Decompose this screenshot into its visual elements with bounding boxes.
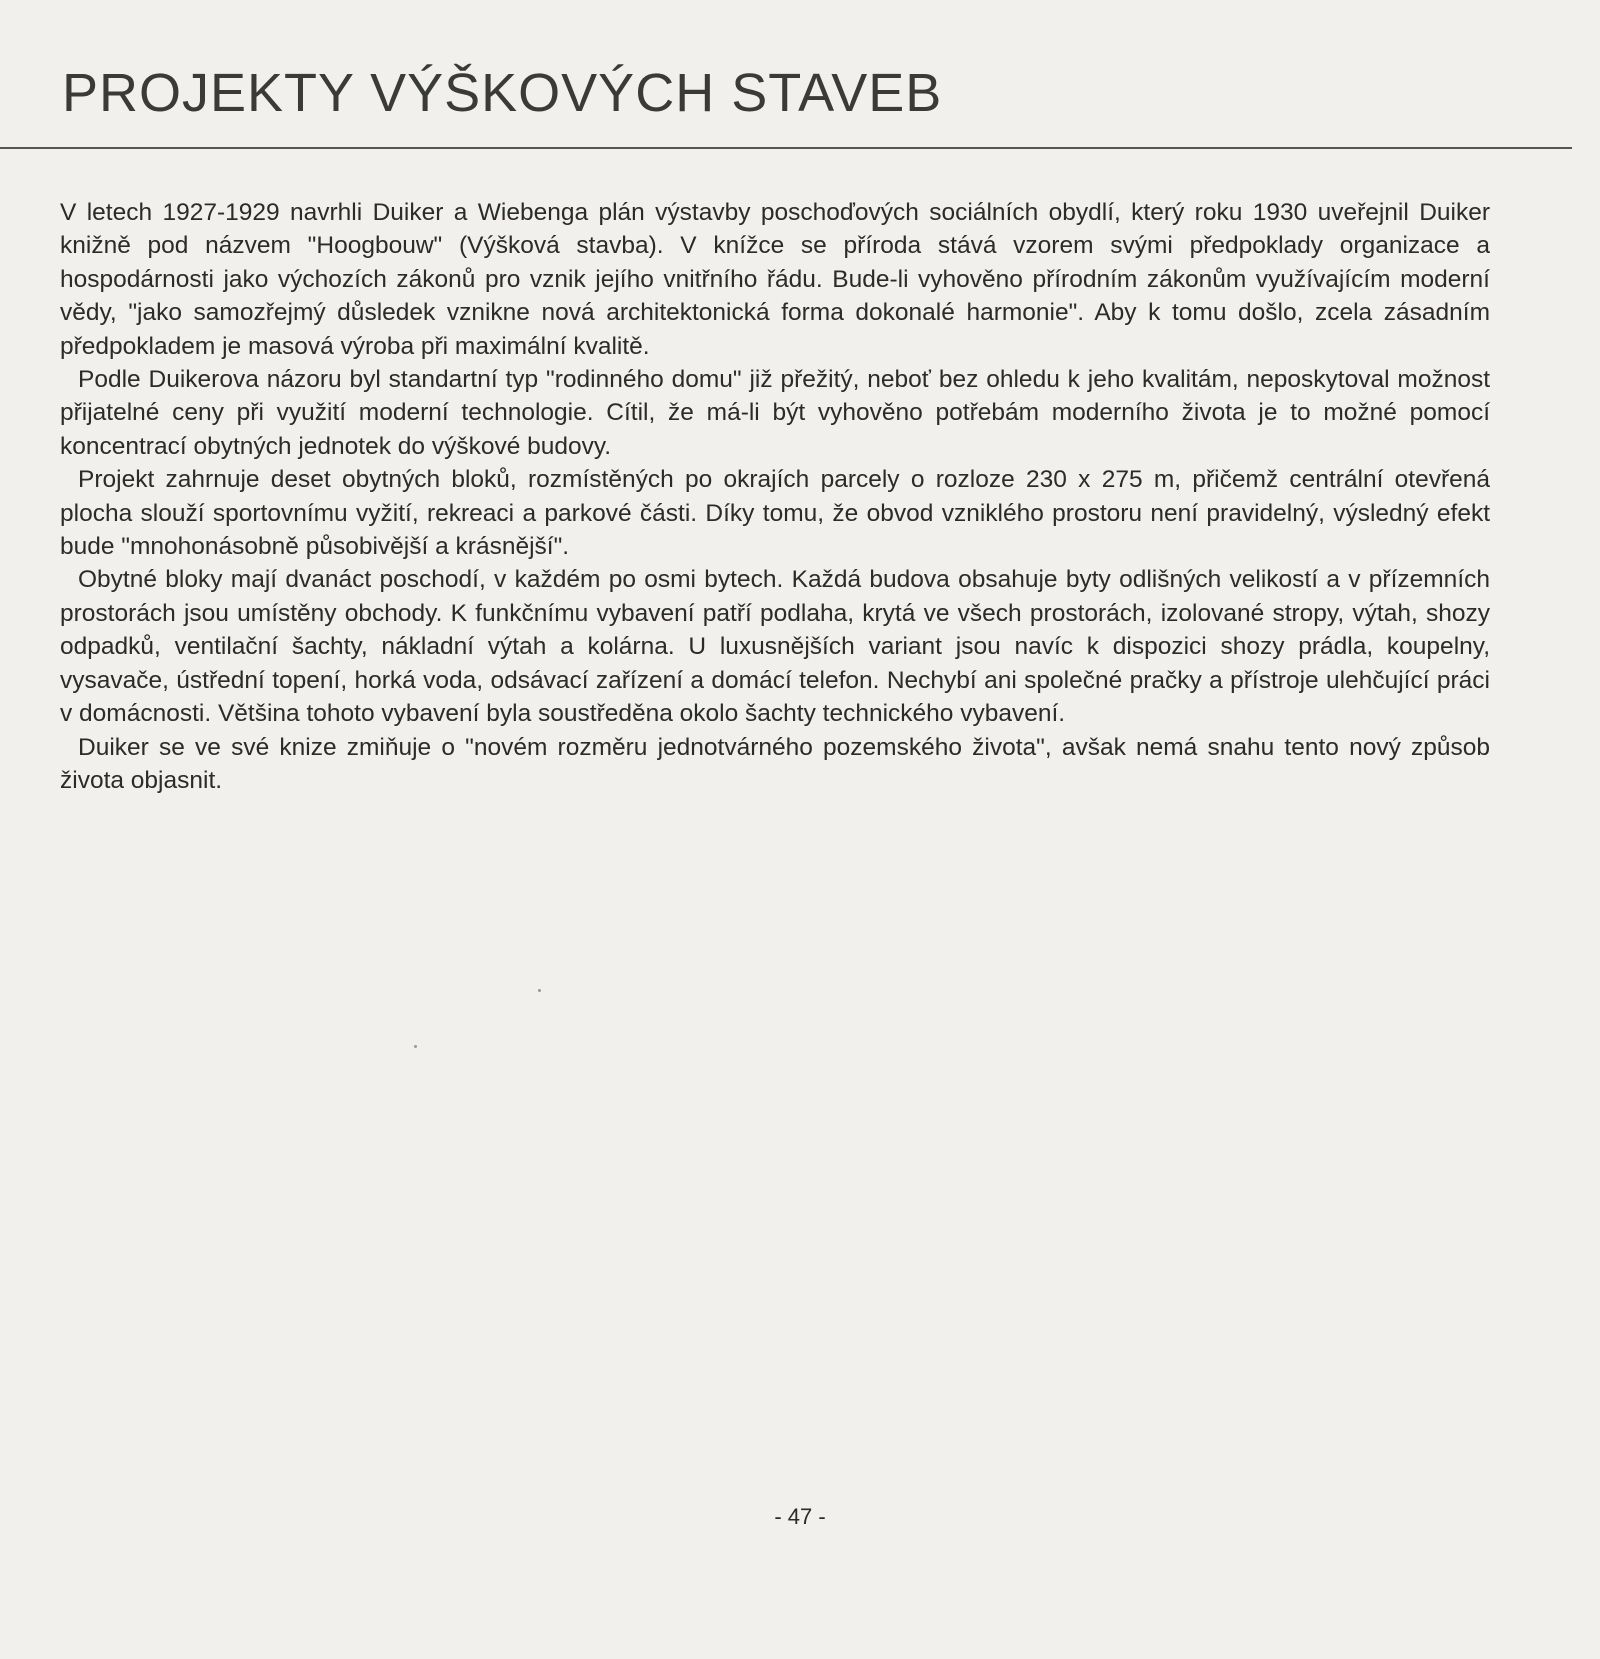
- paper-speck: [414, 1045, 417, 1048]
- paragraph-4: Obytné bloky mají dvanáct poschodí, v každém po osmi bytech. Každá budova obsahuje byty odlišných velikostí a v přízemních prostorách jsou umístěny obchody. K funkčnímu vybavení patří podlaha, krytá ve všech prostorách, izolované stropy, výtah, shozy odpadků, ventilační šachty, nákladní výtah a kolárna. U luxusnějších variant jsou navíc k dispozici shozy prádla, koupelny, vysavače, ústřední topení, horká voda, odsávací zařízení a domácí telefon. Nechybí ani společné pračky a přístroje ulehčující práci v domácnosti. Většina tohoto vybavení byla soustředěna okolo šachty technického vybavení.: [60, 566, 1490, 728]
- page-title: PROJEKTY VÝŠKOVÝCH STAVEB: [62, 63, 943, 123]
- paragraph-3: Projekt zahrnuje deset obytných bloků, rozmístěných po okrajích parcely o rozloze 230 x 275 m, přičemž centrální otevřená plocha slouží sportovnímu vyžití, rekreaci a parkové části. Díky tomu, že obvod vzniklého prostoru není pravidelný, výsledný efekt bude "mnohonásobně působivější a krásnější".: [60, 466, 1490, 561]
- paper-speck: [538, 989, 541, 992]
- paragraph-1: V letech 1927-1929 navrhli Duiker a Wiebenga plán výstavby poschoďových sociálních obydlí, který roku 1930 uveřejnil Duiker knižně pod názvem "Hoogbouw" (Výšková stavba). V knížce se příroda stává vzorem svými předpoklady organizace a hospodárnosti jako výchozích zákonů pro vznik jejího vnitřního řádu. Bude-li vyhověno přírodním zákonům využívajícím moderní vědy, "jako samozřejmý důsledek vznikne nová architektonická forma dokonalé harmonie". Aby k tomu došlo, zcela zásadním předpokladem je masová výroba při maximální kvalitě.: [60, 199, 1490, 360]
- paragraph-5: Duiker se ve své knize zmiňuje o "novém rozměru jednotvárného pozemského života", avšak nemá snahu tento nový způsob života objasnit.: [60, 733, 1490, 794]
- page-number: - 47 -: [774, 1504, 826, 1529]
- body-text: [60, 196, 1490, 797]
- title-divider: [0, 147, 1572, 149]
- paragraph-2: Podle Duikerova názoru byl standartní typ "rodinného domu" již přežitý, neboť bez ohledu k jeho kvalitám, neposkytoval možnost přijatelné ceny při využití moderní technologie. Cítil, že má-li být vyhověno potřebám moderního života je to možné pomocí koncentrací obytných jednotek do výškové budovy.: [60, 366, 1490, 460]
